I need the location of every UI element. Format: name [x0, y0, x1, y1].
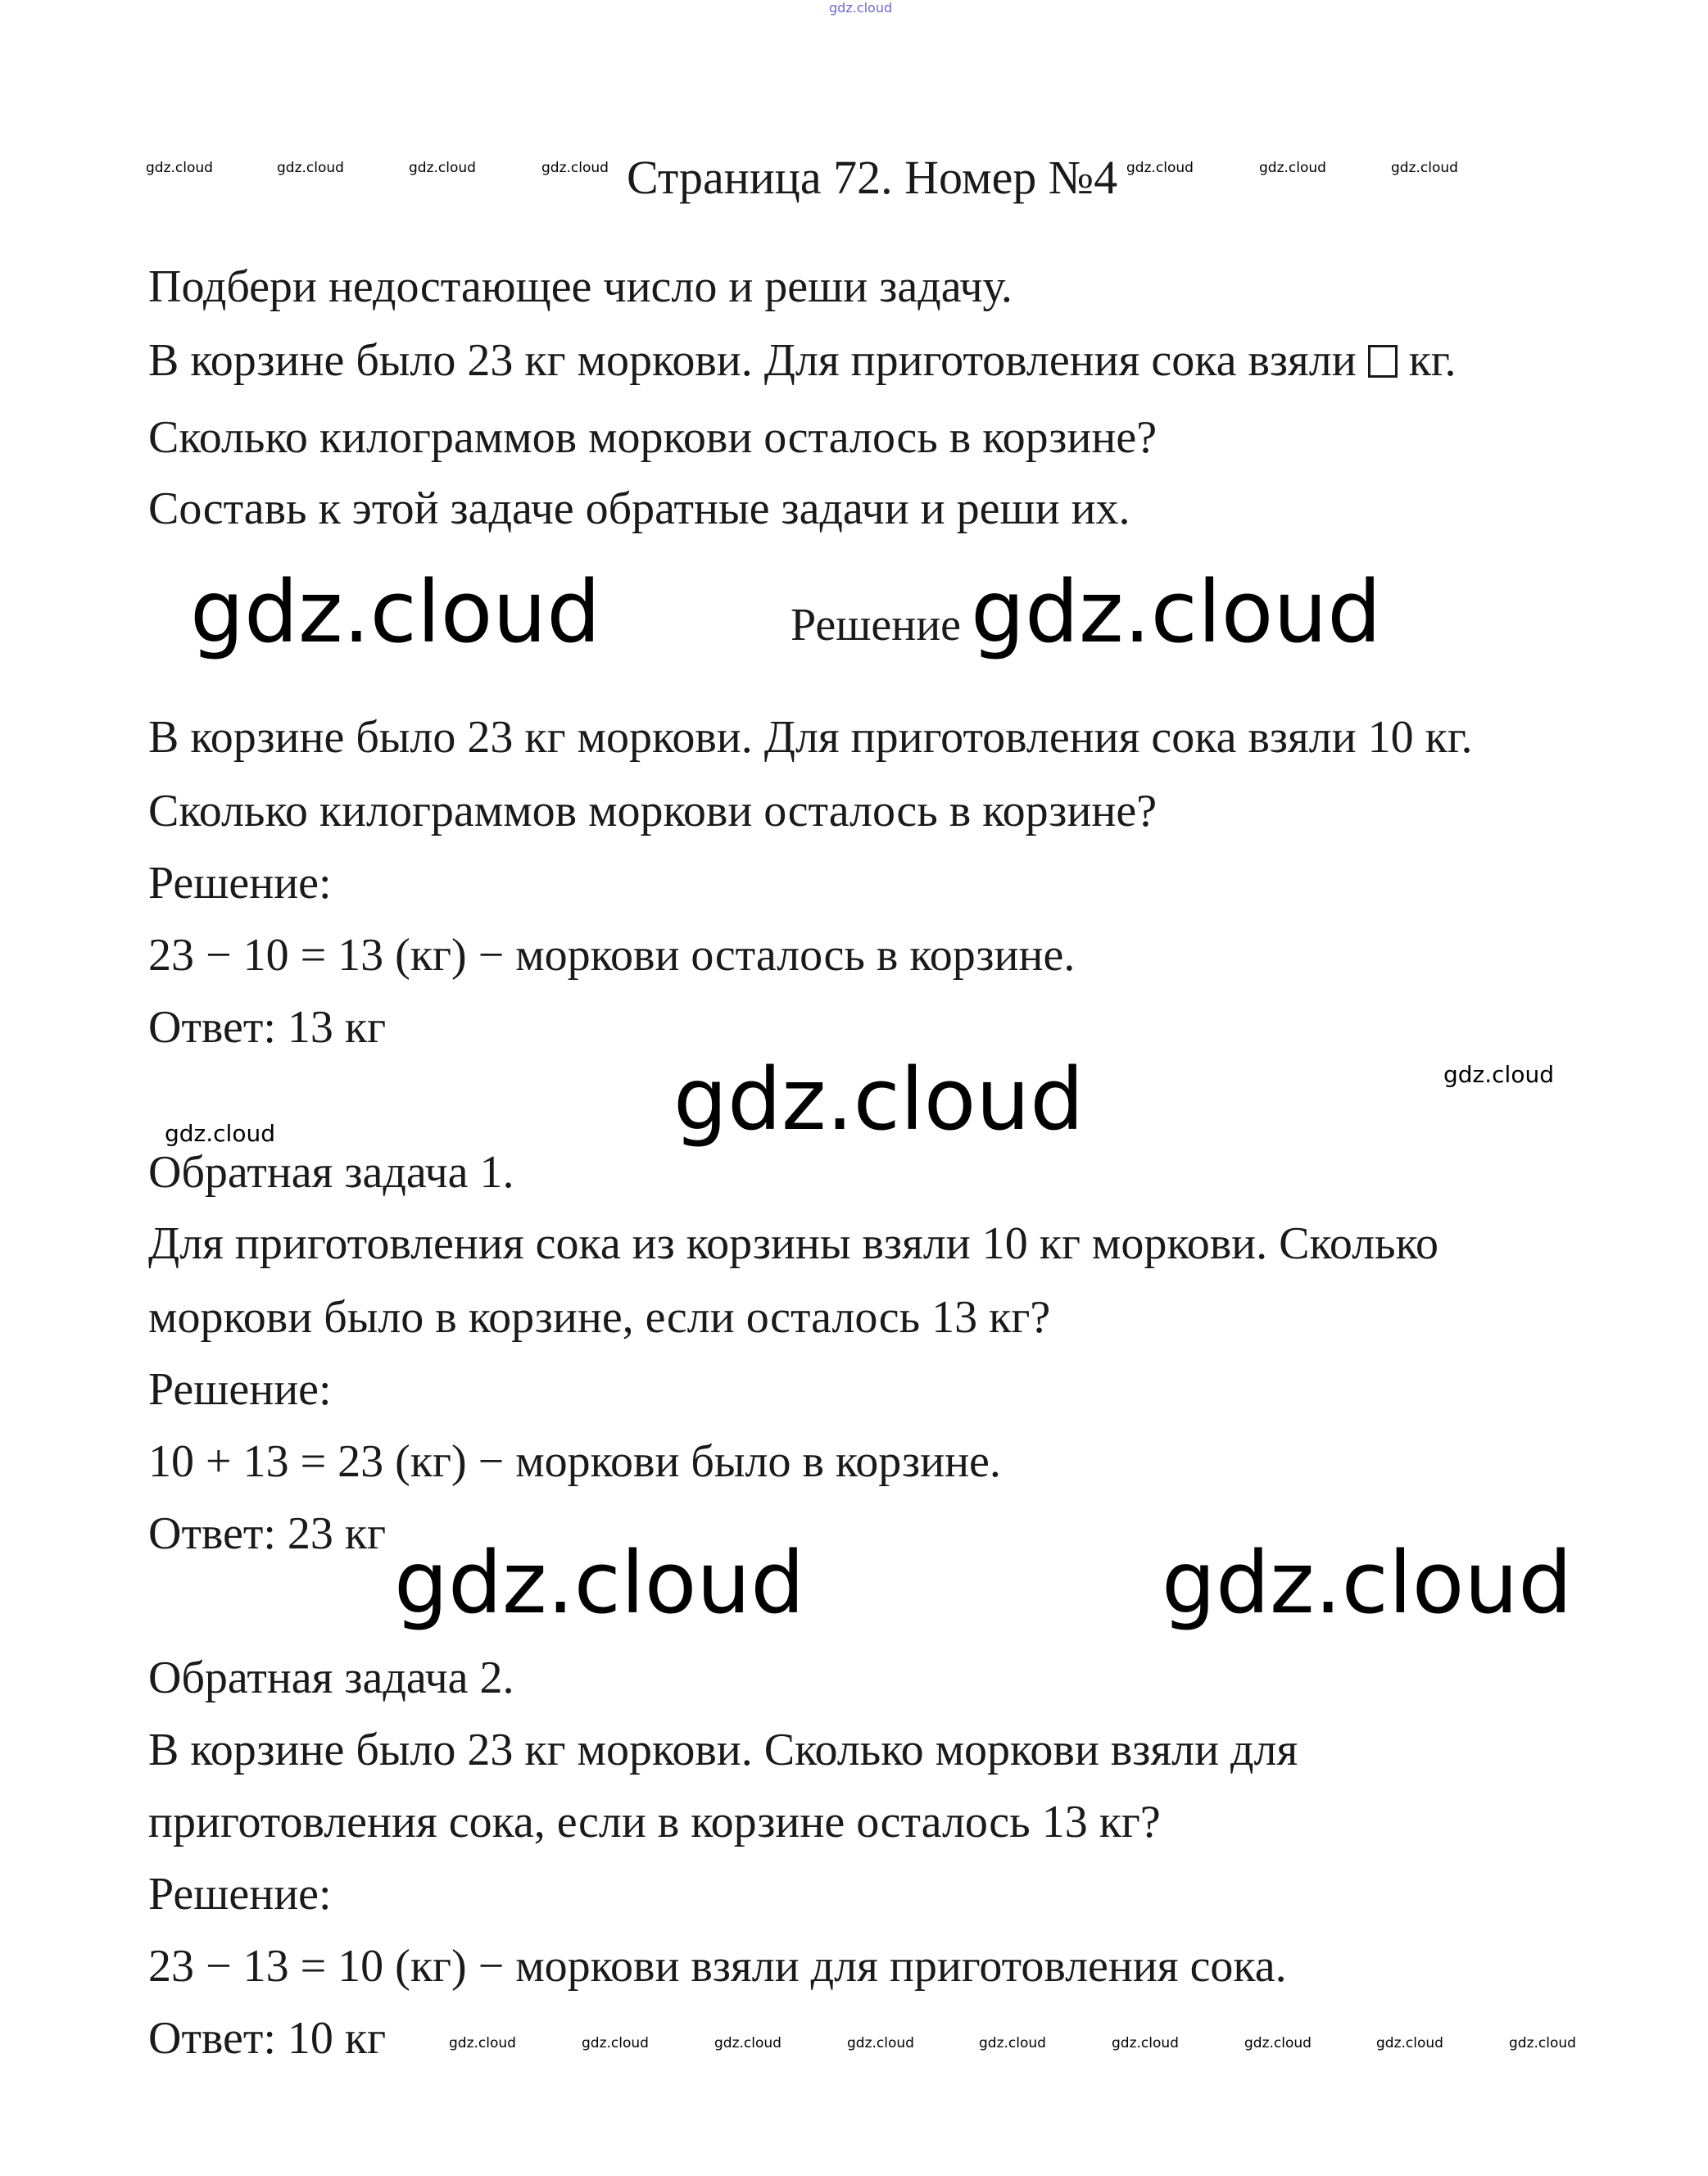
empty-box-icon — [1368, 345, 1398, 378]
problem-text: В корзине было 23 кг моркови. Для приготовления сока взяли 10 кг. — [148, 712, 1473, 763]
watermark-row-bottom: gdz.cloud — [582, 2035, 649, 2051]
solution-heading: Решение — [791, 600, 962, 651]
problem-text: приготовления сока, если в корзине осталось 13 кг? — [148, 1797, 1161, 1847]
task-line: Подбери недостающее число и реши задачу. — [148, 261, 1013, 312]
watermark-row-bottom: gdz.cloud — [1509, 2035, 1576, 2051]
inverse-heading: Обратная задача 2. — [148, 1652, 514, 1703]
watermark-row-bottom: gdz.cloud — [1112, 2035, 1179, 2051]
watermark-row-top: gdz.cloud — [1259, 160, 1326, 176]
watermark-row-top: gdz.cloud — [409, 160, 476, 176]
watermark-row-bottom: gdz.cloud — [714, 2035, 782, 2051]
problem-text: В корзине было 23 кг моркови. Сколько моркови взяли для — [148, 1725, 1298, 1775]
solution-label: Решение: — [148, 1869, 332, 1920]
solution-label: Решение: — [148, 858, 332, 909]
answer: Ответ: 10 кг — [148, 2013, 387, 2064]
page-title: Страница 72. Номер №4 — [627, 151, 1118, 204]
watermark-row-top: gdz.cloud — [277, 160, 344, 176]
task-text: кг. — [1408, 335, 1457, 386]
watermark-row-top: gdz.cloud — [1391, 160, 1458, 176]
equation: 10 + 13 = 23 (кг) − моркови было в корзине. — [148, 1436, 1001, 1487]
watermark-row-bottom: gdz.cloud — [449, 2035, 516, 2051]
watermark-large: gdz.cloud — [190, 562, 601, 662]
inverse-heading: Обратная задача 1. — [148, 1147, 514, 1198]
task-line — [148, 335, 1457, 386]
answer: Ответ: 13 кг — [148, 1002, 387, 1053]
task-line: Сколько килограммов моркови осталось в корзине? — [148, 412, 1158, 463]
equation: 23 − 10 = 13 (кг) − моркови осталось в корзине. — [148, 930, 1076, 981]
solution-label: Решение: — [148, 1364, 332, 1415]
watermark-top: gdz.cloud — [829, 0, 893, 16]
problem-text: Сколько килограммов моркови осталось в корзине? — [148, 786, 1158, 836]
watermark-large: gdz.cloud — [673, 1049, 1085, 1149]
equation: 23 − 13 = 10 (кг) − моркови взяли для приготовления сока. — [148, 1941, 1287, 1992]
watermark-row-bottom: gdz.cloud — [1376, 2035, 1443, 2051]
watermark-row-top: gdz.cloud — [541, 160, 609, 176]
problem-text: Для приготовления сока из корзины взяли 10 кг моркови. Сколько — [148, 1218, 1438, 1269]
problem-text: моркови было в корзине, если осталось 13 кг? — [148, 1292, 1051, 1343]
watermark-large: gdz.cloud — [971, 562, 1382, 662]
watermark-row-bottom: gdz.cloud — [979, 2035, 1046, 2051]
watermark-row-bottom: gdz.cloud — [847, 2035, 914, 2051]
watermark-row-bottom: gdz.cloud — [1244, 2035, 1312, 2051]
task-text: В корзине было 23 кг моркови. Для приготовления сока взяли — [148, 335, 1357, 386]
watermark-small: gdz.cloud — [165, 1120, 275, 1147]
watermark-large: gdz.cloud — [1162, 1533, 1573, 1633]
task-line: Составь к этой задаче обратные задачи и реши их. — [148, 483, 1130, 534]
answer: Ответ: 23 кг — [148, 1508, 387, 1559]
watermark-small: gdz.cloud — [1443, 1061, 1554, 1088]
watermark-row-top: gdz.cloud — [1126, 160, 1194, 176]
watermark-row-top: gdz.cloud — [146, 160, 213, 176]
watermark-large: gdz.cloud — [394, 1533, 805, 1633]
